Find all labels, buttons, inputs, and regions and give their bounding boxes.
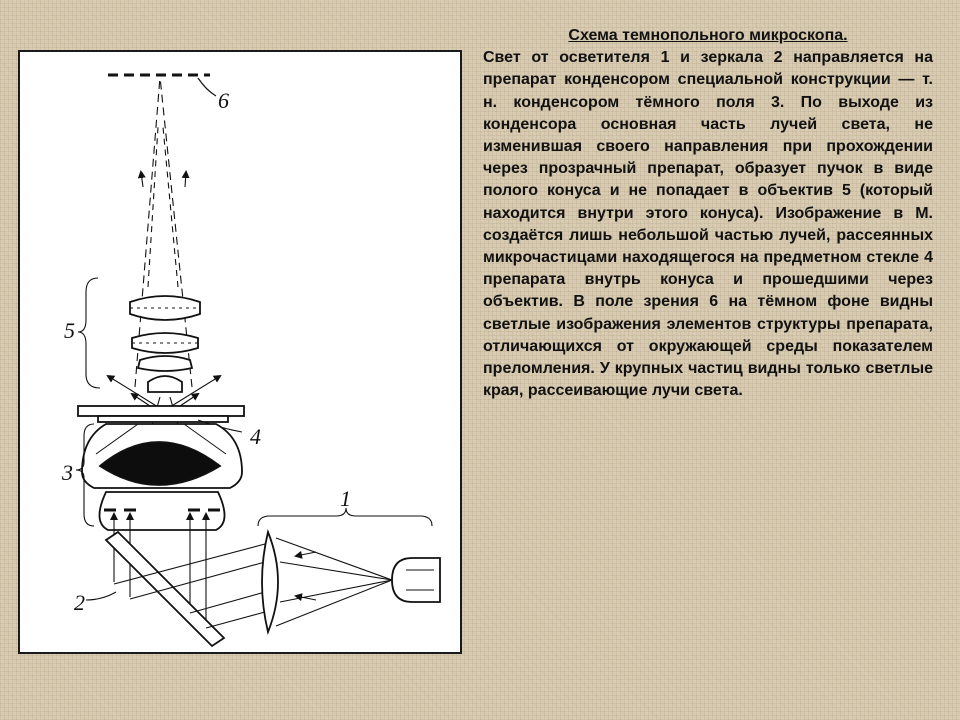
description-block xyxy=(483,25,933,402)
lamp-rays xyxy=(276,538,392,626)
microscope-diagram-frame xyxy=(18,50,462,654)
objective-lenses xyxy=(130,296,200,392)
mirror xyxy=(86,532,224,646)
document-body: Свет от осветителя 1 и зеркала 2 направляется на препарат конденсором специальной конструкции — т. н. конденсором тёмного поля 3. По выходе из конденсора основная часть лучей света, не изменившая своего направления при прохождении через прозрачный препарат, образует пучок в виде полого конуса и не попадает в объектив 5 (который находится внутри этого конуса). Изображение в М. создаётся лишь небольшой частью лучей, рассеянных микрочастицами находящегося на предметном стекле 4 препарата внутрь конуса и прошедшими через объектив. В поле зрения 6 на тёмном фоне видны светлые изображения элементов структуры препарата, отличающихся от окружающей среды показателем преломления. У крупных частиц видны только светлые края, рассеивающие лучи света. xyxy=(483,49,933,400)
label-mirror: 2 xyxy=(74,590,85,615)
illumination-rays-horizontal xyxy=(114,544,316,628)
collector-lens xyxy=(262,532,278,632)
objective-bracket xyxy=(78,278,100,388)
label-slide: 4 xyxy=(250,424,261,449)
illuminator-lamp xyxy=(392,558,440,602)
label-illuminator: 1 xyxy=(340,486,351,511)
label-objective: 5 xyxy=(64,318,75,343)
specimen-slide xyxy=(78,406,244,422)
microscope-diagram xyxy=(20,52,460,652)
label-condenser: 3 xyxy=(62,460,73,485)
label-field-of-view: 6 xyxy=(218,88,229,113)
darkfield-condenser xyxy=(82,424,242,530)
document-title: Схема темнопольного микроскопа. xyxy=(568,27,848,44)
field-of-view-plane xyxy=(108,75,216,96)
